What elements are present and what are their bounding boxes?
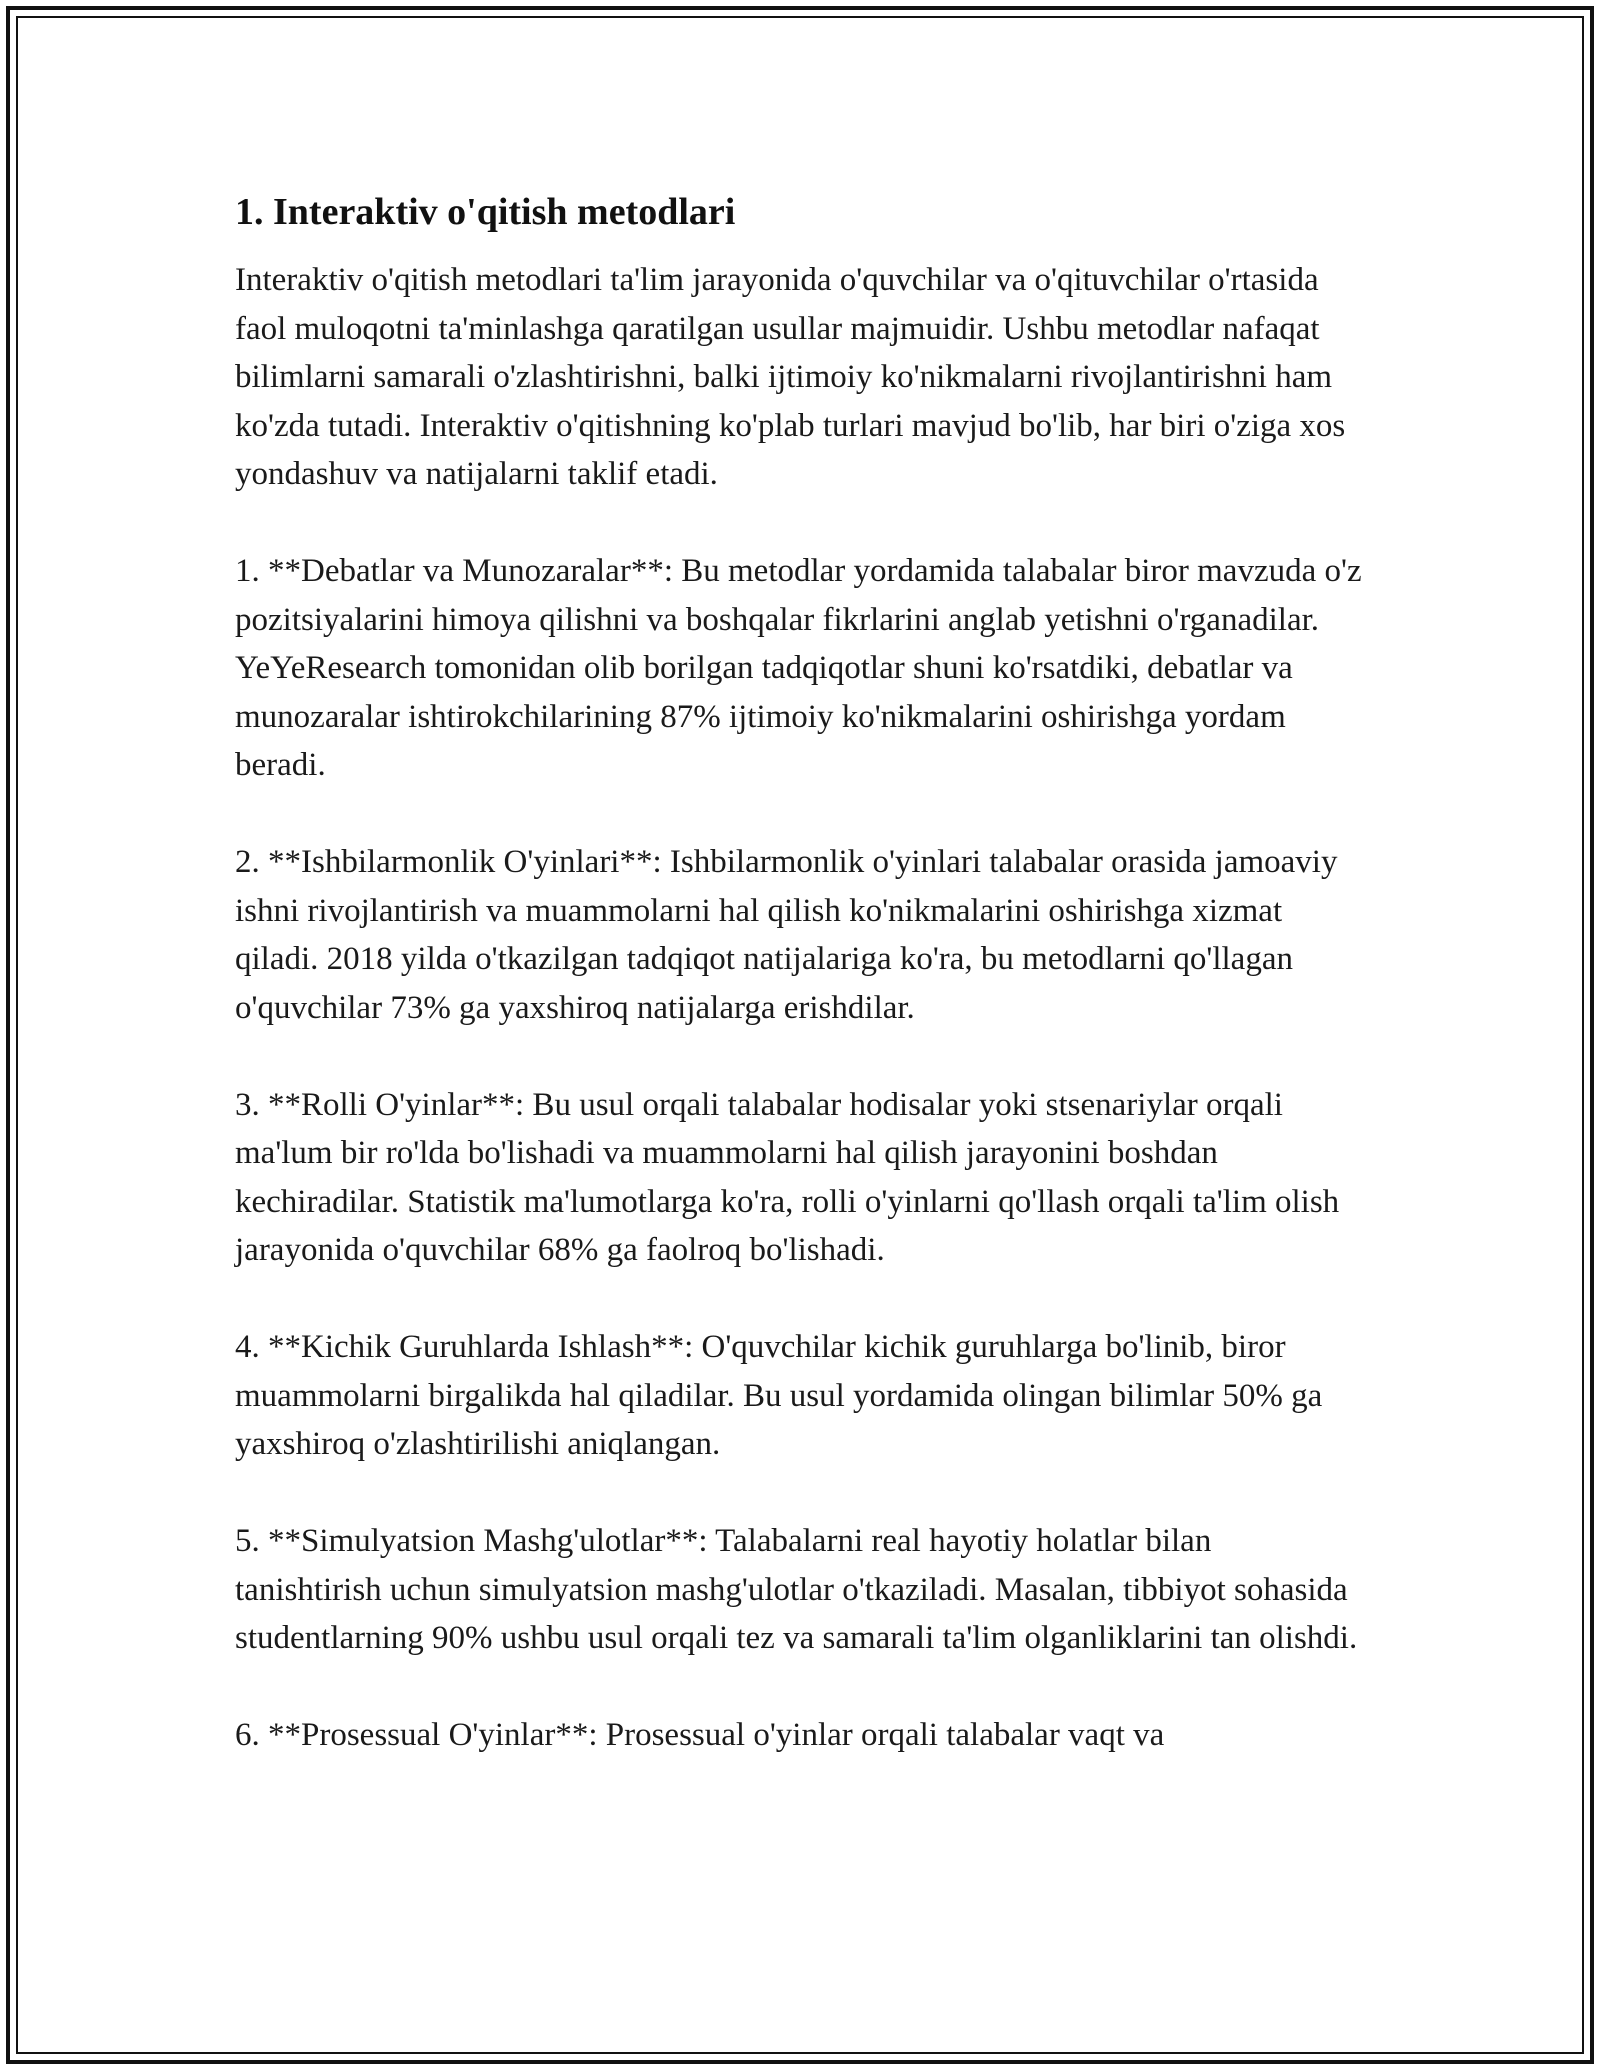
paragraph-role-play: 3. **Rolli O'yinlar**: Bu usul orqali talabalar hodisalar yoki stsenariylar orqali ma'lum bir ro'lda bo'lishadi va muammolarni hal qilish jarayonini boshdan kechiradilar. Statistik ma'lumotlarga ko'ra, rolli o'yinlarni qo'llash orqali ta'lim olish jarayonida o'quvchilar 68% ga faolroq bo'lishadi. <box>235 1086 1340 1268</box>
intro-paragraph: Interaktiv o'qitish metodlari ta'lim jarayonida o'quvchilar va o'qituvchilar o'rtasida faol muloqotni ta'minlashga qaratilgan usullar majmuidir. Ushbu metodlar nafaqat bilimlarni samarali o'zlashtirishni, balki ijtimoiy ko'nikmalarni rivojlantirishni ham ko'zda tutadi. Interaktiv o'qitishning ko'plab turlari mavjud bo'lib, har biri o'ziga xos yondashuv va natijalarni taklif etadi. <box>235 262 1346 492</box>
document-body <box>235 186 1365 1808</box>
paragraph-debates: 1. **Debatlar va Munozaralar**: Bu metodlar yordamida talabalar biror mavzuda o'z pozitsiyalarini himoya qilishni va boshqalar fikrlarini anglab yetishni o'rganadilar. YeYeResearch tomonidan olib borilgan tadqiqotlar shuni ko'rsatdiki, debatlar va munozaralar ishtirokchilarining 87% ijtimoiy ko'nikmalarini oshirishga yordam beradi. <box>235 553 1362 783</box>
paragraph-process-games: 6. **Prosessual O'yinlar**: Prosessual o'yinlar orqali talabalar vaqt va <box>235 1717 1165 1753</box>
paragraph-small-groups: 4. **Kichik Guruhlarda Ishlash**: O'quvchilar kichik guruhlarga bo'linib, biror muammolarni birgalikda hal qiladilar. Bu usul yordamida olingan bilimlar 50% ga yaxshiroq o'zlashtirilishi aniqlangan. <box>235 1329 1323 1462</box>
section-heading: 1. Interaktiv o'qitish metodlari <box>235 191 736 233</box>
paragraph-business-games: 2. **Ishbilarmonlik O'yinlari**: Ishbilarmonlik o'yinlari talabalar orasida jamoaviy ishni rivojlantirish va muammolarni hal qilish ko'nikmalarini oshirishga xizmat qiladi. 2018 yilda o'tkazilgan tadqiqot natijalariga ko'ra, bu metodlarni qo'llagan o'quvchilar 73% ga yaxshiroq natijalarga erishdilar. <box>235 844 1338 1026</box>
paragraph-simulation: 5. **Simulyatsion Mashg'ulotlar**: Talabalarni real hayotiy holatlar bilan tanishtirish uchun simulyatsion mashg'ulotlar o'tkaziladi. Masalan, tibbiyot sohasida studentlarning 90% ushbu usul orqali tez va samarali ta'lim olganliklarini tan olishdi. <box>235 1523 1358 1656</box>
